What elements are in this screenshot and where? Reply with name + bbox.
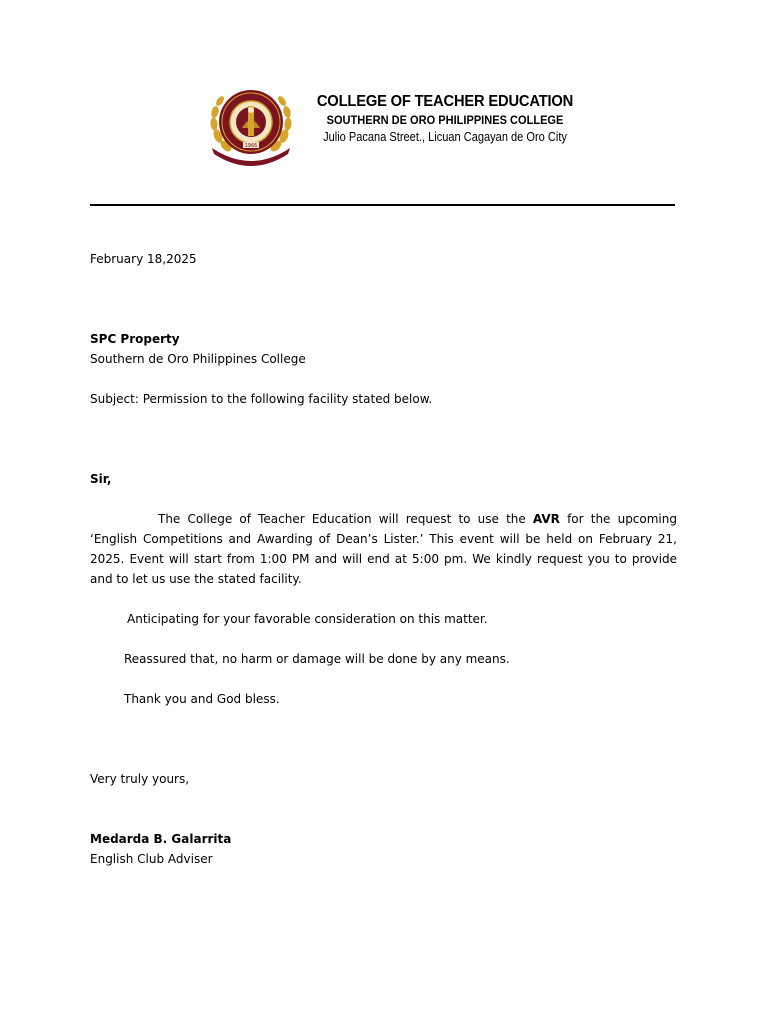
letter-subject: Subject: Permission to the following facility stated below.: [90, 392, 433, 406]
letter-date: February 18,2025: [90, 252, 197, 266]
recipient-organization: Southern de Oro Philippines College: [90, 352, 306, 366]
recipient-name: SPC Property: [90, 332, 180, 346]
thanks-line: Thank you and God bless.: [124, 692, 280, 706]
body-text-start: The College of Teacher Education will request to use the: [158, 512, 533, 526]
body-paragraph: [90, 509, 677, 589]
signatory-name: Medarda B. Galarrita: [90, 832, 232, 846]
body-text-end: for the upcoming ‘English Competitions and Awarding of Dean’s Lister.’ This event will be held on February 21, 2025. Event will start from 1:00 PM and will end at 5:00 pm. We kindly request you to provide and to let us use the stated facility.: [90, 512, 677, 586]
facility-name: AVR: [532, 512, 560, 526]
header-divider: [90, 204, 675, 206]
svg-text:1966: 1966: [244, 143, 258, 149]
college-title: COLLEGE OF TEACHER EDUCATION: [316, 93, 574, 110]
letterhead: [300, 92, 590, 146]
school-name: SOUTHERN DE ORO PHILIPPINES COLLEGE: [326, 113, 564, 127]
salutation: Sir,: [90, 472, 112, 486]
closing: Very truly yours,: [90, 772, 190, 786]
anticipation-line: Anticipating for your favorable consideration on this matter.: [127, 612, 488, 626]
college-seal-icon: [204, 82, 298, 168]
reassurance-line: Reassured that, no harm or damage will be done by any means.: [124, 652, 510, 666]
school-address: Julio Pacana Street., Licuan Cagayan de Oro City: [323, 129, 567, 144]
signatory-title: English Club Adviser: [90, 852, 213, 866]
